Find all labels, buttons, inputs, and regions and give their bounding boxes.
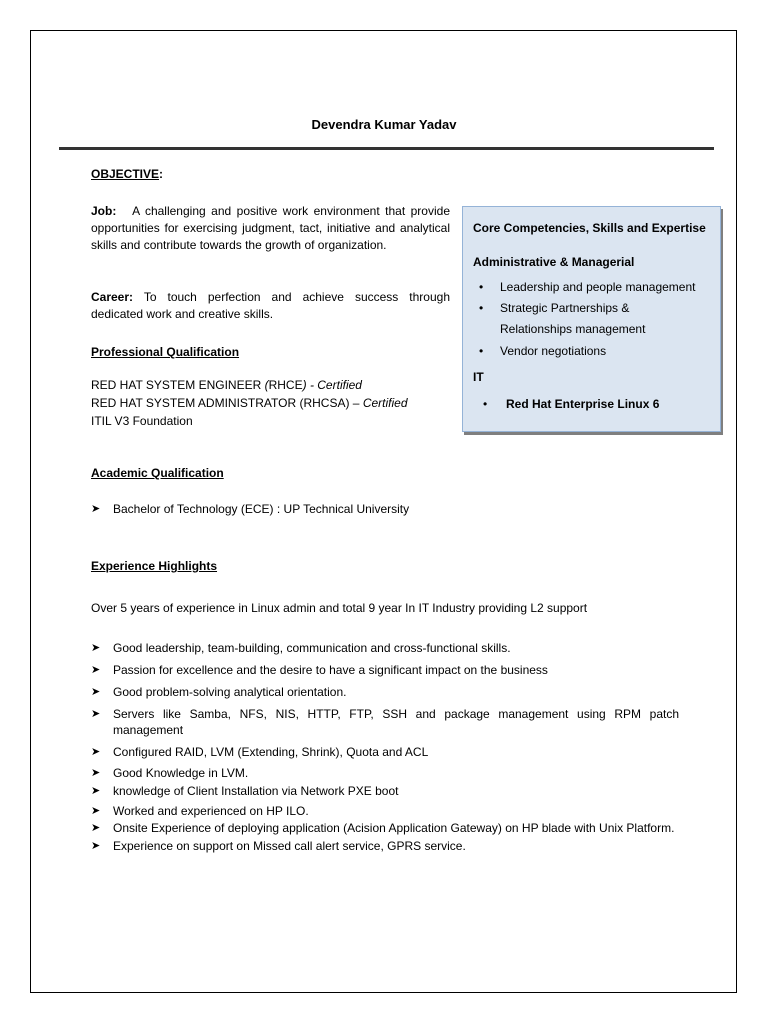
experience-item-text: Servers like Samba, NFS, NIS, HTTP, FTP, SSH and package management using RPM patch management <box>113 707 679 737</box>
admin-item-continuation: Relationships management <box>500 322 646 336</box>
arrow-bullet-icon: ➤ <box>91 664 101 676</box>
arrow-bullet-icon: ➤ <box>91 642 101 654</box>
experience-item-text: Experience on support on Missed call alert service, GPRS service. <box>113 839 466 853</box>
objective-job-paragraph <box>91 203 450 254</box>
career-text: To touch perfection and achieve success through dedicated work and creative skills. <box>91 290 450 321</box>
academic-item-text: Bachelor of Technology (ECE) : UP Technical University <box>113 502 410 516</box>
arrow-bullet-icon: ➤ <box>91 805 101 817</box>
qualification-line-itil: ITIL V3 Foundation <box>91 414 193 428</box>
arrow-bullet-icon: ➤ <box>91 503 101 515</box>
rhce-main: RED HAT SYSTEM ENGINEER <box>91 378 265 392</box>
rhcsa-certified: Certified <box>362 396 408 410</box>
objective-career-paragraph <box>91 289 450 323</box>
admin-heading: Administrative & Managerial <box>473 255 635 269</box>
bullet-dot-icon: • <box>479 344 484 358</box>
list-item <box>91 684 679 700</box>
experience-item-text: Worked and experienced on HP ILO. <box>113 804 309 818</box>
arrow-bullet-icon: ➤ <box>91 785 101 797</box>
experience-item-text: knowledge of Client Installation via Network PXE boot <box>113 784 399 798</box>
list-item <box>91 744 679 760</box>
arrow-bullet-icon: ➤ <box>91 767 101 779</box>
arrow-bullet-icon: ➤ <box>91 840 101 852</box>
experience-item-text: Good leadership, team-building, communication and cross-functional skills. <box>113 641 511 655</box>
professional-qualification-heading: Professional Qualification <box>91 345 240 359</box>
list-item <box>91 640 679 656</box>
arrow-bullet-icon: ➤ <box>91 708 101 720</box>
arrow-bullet-icon: ➤ <box>91 746 101 758</box>
arrow-bullet-icon: ➤ <box>91 822 101 834</box>
academic-list <box>91 501 679 517</box>
experience-list <box>91 640 679 854</box>
list-item <box>91 783 679 799</box>
candidate-name: Devendra Kumar Yadav <box>311 117 457 132</box>
academic-qualification-heading: Academic Qualification <box>91 466 224 480</box>
experience-item-text: Good Knowledge in LVM. <box>113 766 249 780</box>
competencies-title: Core Competencies, Skills and Expertise <box>473 221 706 235</box>
experience-item-text: Onsite Experience of deploying application (Acision Application Gateway) on HP blade with Unix Platform. <box>113 821 675 835</box>
competencies-box <box>462 206 721 432</box>
qualification-line-rhce <box>91 378 362 392</box>
arrow-bullet-icon: ➤ <box>91 686 101 698</box>
list-item <box>91 662 679 678</box>
bullet-dot-icon: • <box>479 301 484 315</box>
job-label: Job: <box>91 204 117 218</box>
rhce-abbrev: RHCE <box>268 378 303 392</box>
header-rule <box>59 147 714 150</box>
objective-colon: : <box>159 167 164 181</box>
experience-summary: Over 5 years of experience in Linux admin and total 9 year In IT Industry providing L2 support <box>91 601 588 615</box>
job-text: A challenging and positive work environment that provide opportunities for exercising judgment, tact, initiative and analytical skills and contribute towards the growth of organization. <box>91 204 450 252</box>
it-item: Red Hat Enterprise Linux 6 <box>506 397 660 411</box>
bullet-dot-icon: • <box>479 280 484 294</box>
list-item <box>91 501 679 517</box>
admin-item: Vendor negotiations <box>500 344 607 358</box>
admin-item: Strategic Partnerships & <box>500 301 630 315</box>
experience-item-text: Passion for excellence and the desire to have a significant impact on the business <box>113 663 548 677</box>
rhce-paren: ( <box>264 378 269 392</box>
it-heading: IT <box>473 370 484 384</box>
list-item <box>91 820 679 836</box>
career-label: Career: <box>91 290 134 304</box>
rhcsa-main: RED HAT SYSTEM ADMINISTRATOR (RHCSA) – <box>91 396 363 410</box>
list-item <box>91 706 679 738</box>
objective-heading-text: OBJECTIVE <box>91 167 160 181</box>
list-item <box>91 765 679 781</box>
experience-item-text: Configured RAID, LVM (Extending, Shrink), Quota and ACL <box>113 745 429 759</box>
experience-highlights-heading: Experience Highlights <box>91 559 218 573</box>
bullet-dot-icon: • <box>483 397 488 411</box>
objective-heading <box>91 167 163 181</box>
list-item <box>91 838 679 854</box>
qualification-line-rhcsa <box>91 396 408 410</box>
experience-item-text: Good problem-solving analytical orientation. <box>113 685 347 699</box>
rhce-certified: ) - Certified <box>302 378 362 392</box>
list-item <box>91 803 679 819</box>
admin-item: Leadership and people management <box>500 280 696 294</box>
